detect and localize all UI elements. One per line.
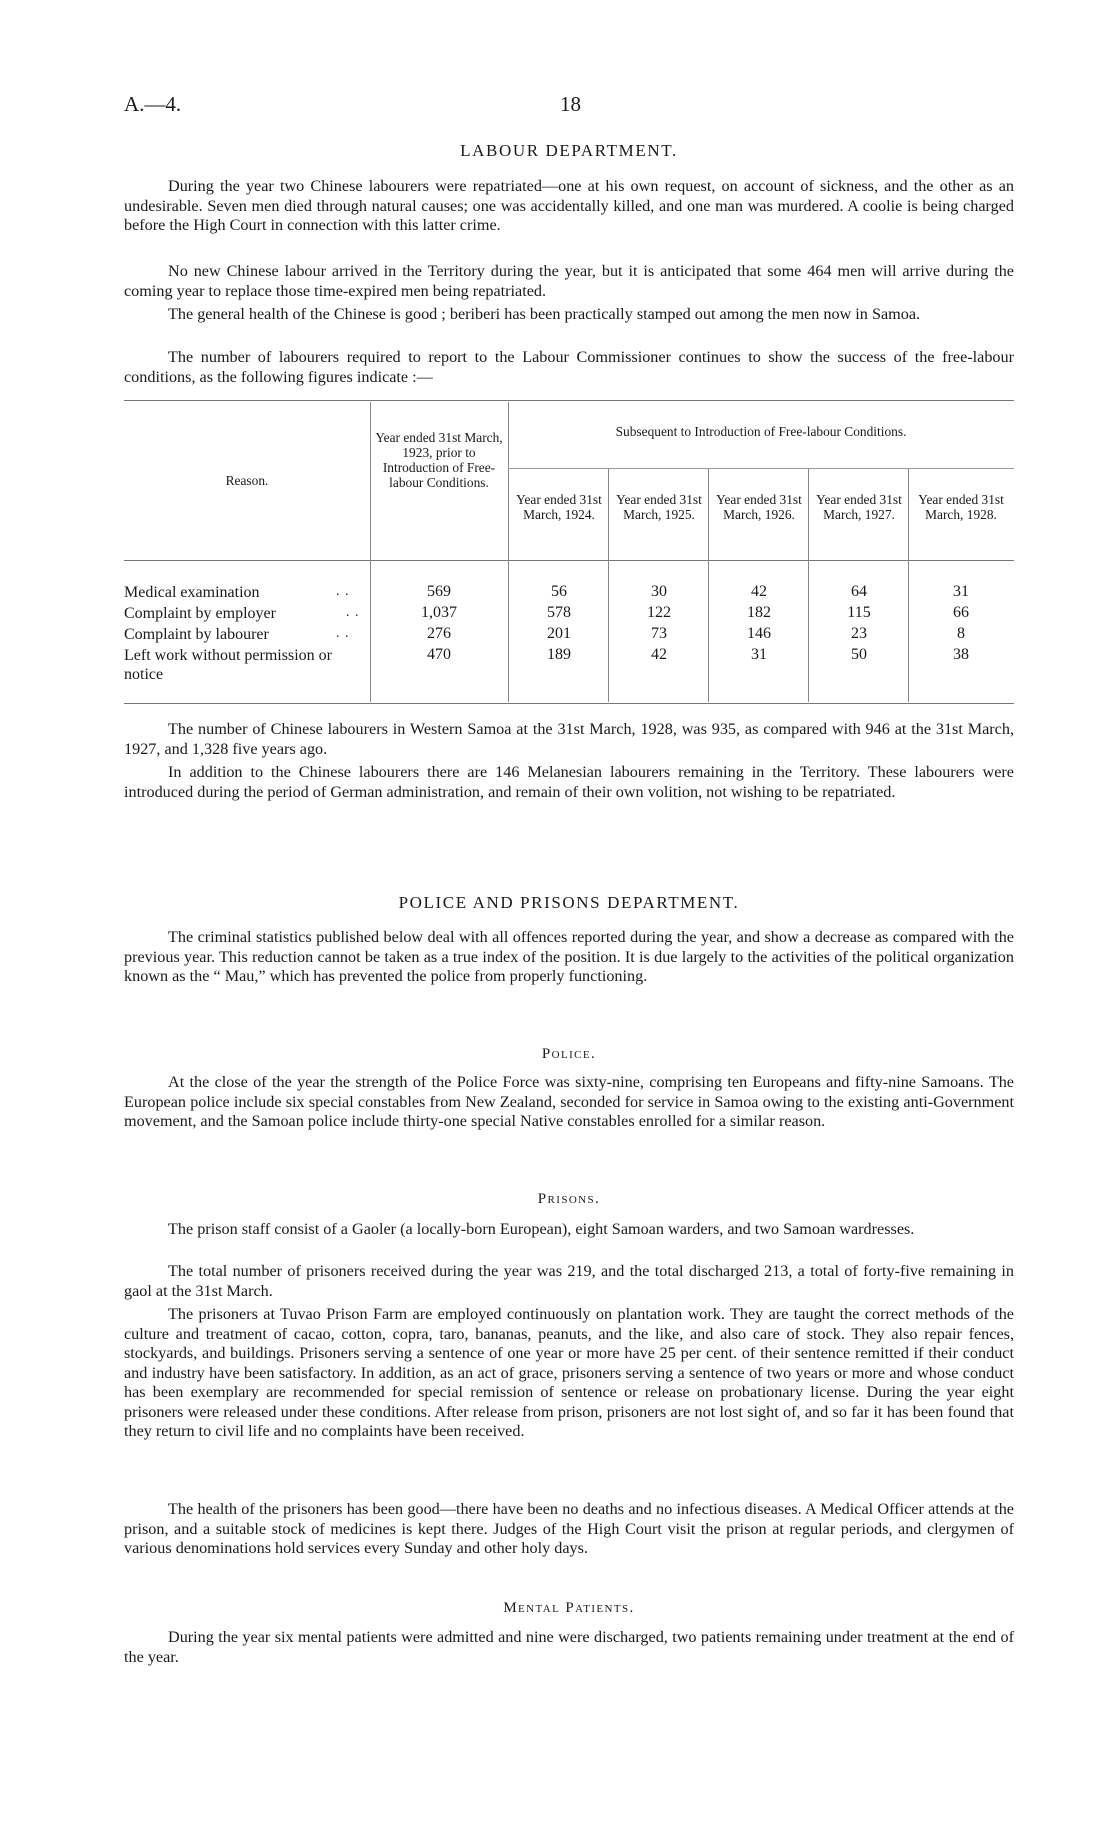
reason-column-header: Reason. [225,473,269,488]
leader-dots: . . [336,626,350,641]
year-1925-header: Year ended 31st March, 1925. [616,492,702,522]
table-header-rule [124,560,1014,561]
police-prisons-heading: POLICE AND PRISONS DEPARTMENT. [398,893,740,912]
table-cell: 66 [953,604,969,621]
column-divider [508,402,509,702]
row-reason-left-work [124,646,360,684]
labour-paragraph-1: During the year two Chinese labourers were repatriated—one at his own request, on account of sickness, and the other as an undesirable. Seven men died through natural causes; one was accidentally killed, and one man was murdered. A coolie is being charged before the High Court in connection with this latter crime. [124,177,1014,234]
table-cell: 42 [651,646,667,663]
row-reason-complaint-by-employer: Complaint by employer [124,605,276,622]
page-number: 18 [560,92,581,116]
column-divider [808,468,809,702]
year-1927-header: Year ended 31st March, 1927. [816,492,902,522]
labour-paragraph-3: The general health of the Chinese is good ; beriberi has been practically stamped out among the men now in Samoa. [168,305,921,323]
prior-column-header: Year ended 31st March, 1923, prior to Introduction of Free-labour Conditions. [375,430,503,490]
table-cell: 8 [957,625,965,642]
leader-dots: . . [346,605,360,620]
table-top-rule [124,400,1014,401]
table-cell: 115 [847,604,871,621]
table-cell: 64 [851,583,867,600]
labour-after-paragraph-1: The number of Chinese labourers in Western Samoa at the 31st March, 1928, was 935, as compared with 946 at the 31st March, 1927, and 1,328 five years ago. [124,720,1014,758]
table-cell: 146 [747,625,771,642]
year-1928-header: Year ended 31st March, 1928. [918,492,1004,522]
column-divider [370,402,371,702]
table-cell: 122 [647,604,671,621]
table-cell: 1,037 [421,604,457,621]
table-cell: 182 [747,604,771,621]
table-cell: 23 [851,625,867,642]
labour-after-paragraph-2: In addition to the Chinese labourers there are 146 Melanesian labourers remaining in the Territory. These labourers were introduced during the period of German administration, and remain of their own volition, not wishing to be repatriated. [124,763,1014,801]
row-reason-left-work-text: Left work without permission or notice [124,647,332,683]
column-divider [608,468,609,702]
prisons-subheading: Prisons. [537,1191,601,1207]
police-prisons-intro: The criminal statistics published below deal with all offences reported during the year, and show a decrease as compared with the previous year. This reduction cannot be taken as a true index of the position. It is due largely to the activities of the political organization known as the “ Mau,” which has prevented the police from properly functioning. [124,928,1014,985]
table-cell: 42 [751,583,767,600]
row-reason-complaint-by-labourer: Complaint by labourer [124,626,269,643]
table-cell: 470 [427,646,451,663]
table-cell: 578 [547,604,571,621]
table-cell: 31 [953,583,969,600]
table-cell: 31 [751,646,767,663]
leader-dots: . . [336,584,350,599]
table-cell: 201 [547,625,571,642]
year-1926-header: Year ended 31st March, 1926. [716,492,802,522]
labour-department-heading: LABOUR DEPARTMENT. [460,141,678,160]
police-subheading: Police. [541,1046,597,1062]
table-cell: 73 [651,625,667,642]
table-cell: 569 [427,583,451,600]
prisons-paragraph-3: The prisoners at Tuvao Prison Farm are employed continuously on plantation work. They are taught the correct methods of the culture and treatment of cacao, cotton, copra, taro, bananas, peanuts, and the like, and also care of stock. They also repair fences, stockyards, and buildings. Prisoners serving a sentence of one year or more have 25 per cent. of their sentence remitted if their conduct and industry have been satisfactory. In addition, as an act of grace, prisoners serving a sentence of two years or more and whose conduct has been exemplary are recommended for special remission of sentence or release on probationary license. During the year eight prisoners were released under these conditions. After release from prison, prisoners are not lost sight of, and so far it has been found that they return to civil life and no complaints have been received. [124,1305,1014,1440]
table-cell: 30 [651,583,667,600]
row-reason-medical-examination: Medical examination [124,584,260,601]
prisons-paragraph-1: The prison staff consist of a Gaoler (a locally-born European), eight Samoan warders, and two Samoan wardresses. [168,1220,915,1238]
labour-paragraph-4: The number of labourers required to report to the Labour Commissioner continues to show the success of the free-labour conditions, as the following figures indicate :— [124,348,1014,386]
subsequent-group-header: Subsequent to Introduction of Free-labour Conditions. [615,424,907,439]
subheader-rule [508,468,1014,469]
table-cell: 50 [851,646,867,663]
report-code: A.—4. [124,92,182,116]
table-cell: 276 [427,625,451,642]
column-divider [908,468,909,702]
mental-patients-subheading: Mental Patients. [503,1600,635,1616]
table-cell: 38 [953,646,969,663]
column-divider [708,468,709,702]
year-1924-header: Year ended 31st March, 1924. [516,492,602,522]
labour-paragraph-2: No new Chinese labour arrived in the Territory during the year, but it is anticipated that some 464 men will arrive during the coming year to replace those time-expired men being repatriated. [124,262,1014,300]
prisons-paragraph-2: The total number of prisoners received during the year was 219, and the total discharged 213, a total of forty-five remaining in gaol at the 31st March. [124,1262,1014,1300]
police-paragraph: At the close of the year the strength of the Police Force was sixty-nine, comprising ten Europeans and fifty-nine Samoans. The European police include six special constables from New Zealand, seconded for service in Samoa owing to the existing anti-Government movement, and the Samoan police include thirty-one special Native constables enrolled for a similar reason. [124,1073,1014,1130]
table-cell: 189 [547,646,571,663]
table-cell: 56 [551,583,567,600]
labour-statistics-table [124,398,1014,703]
prisons-paragraph-4: The health of the prisoners has been good—there have been no deaths and no infectious diseases. A Medical Officer attends at the prison, and a suitable stock of medicines is kept there. Judges of the High Court visit the prison at regular periods, and clergymen of various denominations hold services every Sunday and other holy days. [124,1500,1014,1557]
mental-patients-paragraph: During the year six mental patients were admitted and nine were discharged, two patients remaining under treatment at the end of the year. [124,1628,1014,1666]
table-bottom-rule [124,703,1014,704]
